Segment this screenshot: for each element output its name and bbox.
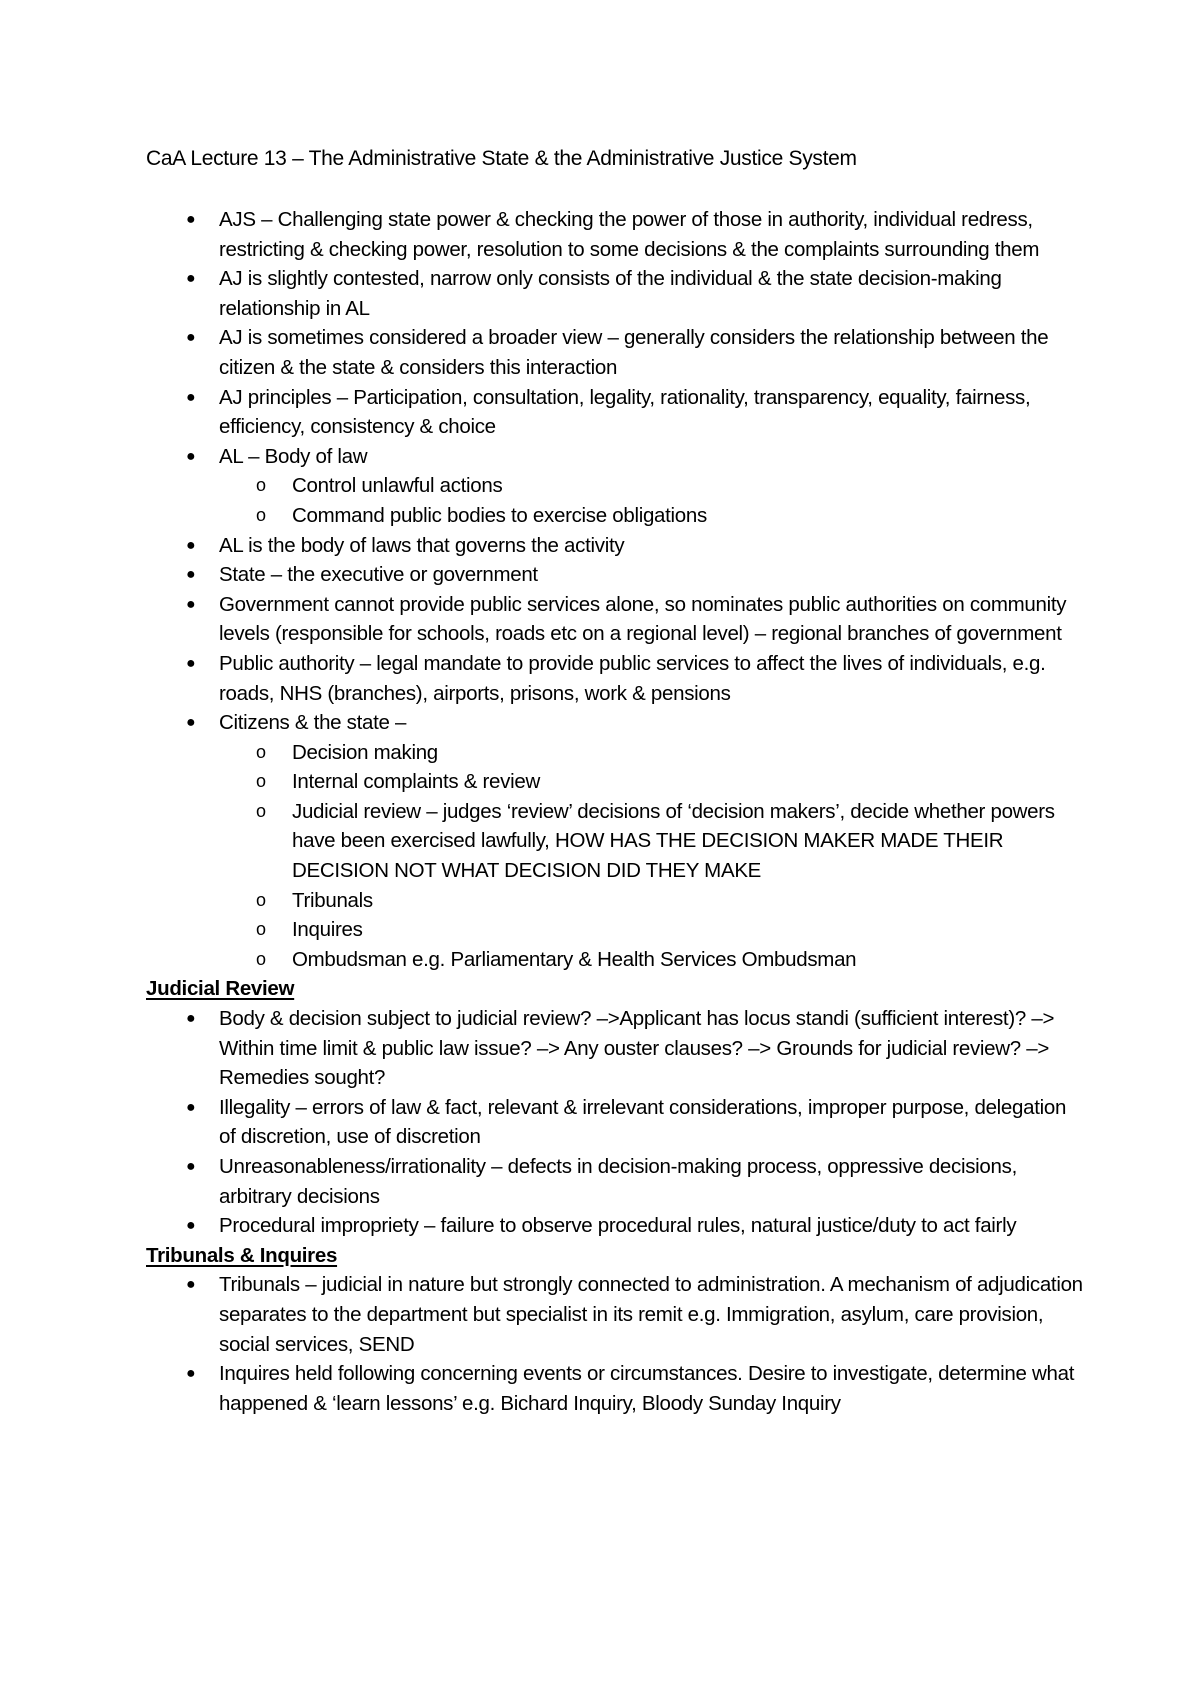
bullet-icon: ● <box>186 447 196 465</box>
list-item-text: AL – Body of law <box>219 444 368 468</box>
bullet-icon: ● <box>186 1365 196 1383</box>
list-item-text: AJS – Challenging state power & checking the power of those in authority, individual redress, restricting & checking power, resolution to some decisions & the complaints surrounding them <box>219 208 1040 261</box>
bullet-icon: ● <box>186 714 196 732</box>
bullet-icon: ● <box>186 388 196 406</box>
list-item <box>146 205 1086 264</box>
list-item-text: Unreasonableness/irrationality – defects in decision-making process, oppressive decisions, arbitrary decisions <box>219 1155 1017 1208</box>
list-item-text: AJ principles – Participation, consultation, legality, rationality, transparency, equality, fairness, efficiency, consistency & choice <box>219 385 1031 439</box>
sub-bullet-icon: o <box>256 919 266 940</box>
list-item-text: Procedural impropriety – failure to observe procedural rules, natural justice/duty to act fairly <box>219 1214 1017 1238</box>
list-item-text: Inquires held following concerning events or circumstances. Desire to investigate, determine what happened & ‘learn lessons’ e.g. Bichard Inquiry, Bloody Sunday Inquiry <box>219 1362 1075 1415</box>
bullet-icon: ● <box>186 566 196 584</box>
sub-list-item-text: Command public bodies to exercise obligations <box>292 503 707 527</box>
list-item <box>146 442 1086 531</box>
bullet-icon: ● <box>186 211 196 228</box>
list-item-text: Tribunals – judicial in nature but strongly connected to administration. A mechanism of adjudication separates to the department but specialist in its remit e.g. Immigration, asylum, care provision, social services, SEND <box>219 1273 1083 1356</box>
sub-list-item <box>219 501 1086 531</box>
bullet-icon: ● <box>186 1217 196 1235</box>
overview-list <box>146 205 1086 974</box>
sub-list-item-text: Ombudsman e.g. Parliamentary & Health Services Ombudsman <box>292 947 857 971</box>
sub-list-item-text: Tribunals <box>292 888 373 912</box>
tribunals-list <box>146 1270 1086 1418</box>
list-item-text: AL is the body of laws that governs the activity <box>219 533 625 557</box>
list-item <box>146 1359 1086 1418</box>
list-item-text: State – the executive or government <box>219 563 538 587</box>
sub-list-item <box>219 767 1086 797</box>
bullet-icon: ● <box>186 1098 196 1116</box>
sub-bullet-icon: o <box>256 771 266 792</box>
sub-list-item-text: Control unlawful actions <box>292 474 503 498</box>
list-item-text: Citizens & the state – <box>219 711 407 735</box>
list-item <box>146 649 1086 708</box>
sub-bullet-icon: o <box>256 889 266 910</box>
sub-list-item-text: Judicial review – judges ‘review’ decisions of ‘decision makers’, decide whether powers have been exercised lawfully, HOW HAS THE DECISION MAKER MADE THEIR DECISION NOT WHAT DECISION DID THEY MAKE <box>292 799 1055 883</box>
sub-list-item <box>219 738 1086 768</box>
judicial-review-list <box>146 1004 1086 1241</box>
list-item <box>146 590 1086 649</box>
list-item <box>146 383 1086 442</box>
list-item <box>146 323 1086 382</box>
bullet-icon: ● <box>186 595 196 613</box>
list-item <box>146 708 1086 974</box>
list-item <box>146 264 1086 323</box>
list-item <box>146 560 1086 590</box>
sub-list <box>219 738 1086 975</box>
bullet-icon: ● <box>186 329 196 347</box>
sub-list-item <box>219 915 1086 945</box>
sub-bullet-icon: o <box>256 800 266 821</box>
judicial-review-heading: Judicial Review <box>146 977 295 1001</box>
list-item <box>146 1004 1086 1093</box>
sub-list-item-text: Internal complaints & review <box>292 770 540 794</box>
list-item <box>146 531 1086 561</box>
sub-bullet-icon: o <box>256 504 266 525</box>
list-item-text: AJ is sometimes considered a broader view – generally considers the relationship between the citizen & the state & considers this interaction <box>219 326 1049 379</box>
sub-list-item-text: Decision making <box>292 740 438 764</box>
bullet-icon: ● <box>186 536 196 554</box>
bullet-icon: ● <box>186 270 196 288</box>
sub-list-item <box>219 945 1086 975</box>
bullet-icon: ● <box>186 654 196 672</box>
list-item <box>146 1152 1086 1211</box>
sub-list-item <box>219 471 1086 501</box>
document-body <box>146 205 1086 1418</box>
bullet-icon: ● <box>186 1010 196 1028</box>
sub-bullet-icon: o <box>256 475 266 496</box>
sub-bullet-icon: o <box>256 948 266 969</box>
list-item <box>146 1270 1086 1359</box>
list-item <box>146 1211 1086 1241</box>
sub-bullet-icon: o <box>256 741 266 762</box>
sub-list-item-text: Inquires <box>292 918 363 942</box>
bullet-icon: ● <box>186 1276 196 1294</box>
sub-list-item <box>219 797 1086 886</box>
tribunals-heading: Tribunals & Inquires <box>146 1243 338 1267</box>
list-item-text: Public authority – legal mandate to provide public services to affect the lives of individuals, e.g. roads, NHS (branches), airports, prisons, work & pensions <box>219 651 1046 705</box>
sub-list-item <box>219 886 1086 916</box>
list-item-text: Illegality – errors of law & fact, relevant & irrelevant considerations, improper purpose, delegation of discretion, use of discretion <box>219 1095 1067 1149</box>
list-item-text: Government cannot provide public services alone, so nominates public authorities on community levels (responsible for schools, roads etc on a regional level) – regional branches of government <box>219 592 1067 646</box>
sub-list <box>219 471 1086 530</box>
list-item-text: Body & decision subject to judicial review? –>Applicant has locus standi (sufficient interest)? –> Within time limit & public law issue? –> Any ouster clauses? –> Grounds for judicial review? –> Remedies sought? <box>219 1007 1055 1090</box>
bullet-icon: ● <box>186 1158 196 1175</box>
document-title: CaA Lecture 13 – The Administrative State & the Administrative Justice System <box>146 147 857 170</box>
list-item-text: AJ is slightly contested, narrow only consists of the individual & the state decision-making relationship in AL <box>219 267 1002 320</box>
list-item <box>146 1093 1086 1152</box>
